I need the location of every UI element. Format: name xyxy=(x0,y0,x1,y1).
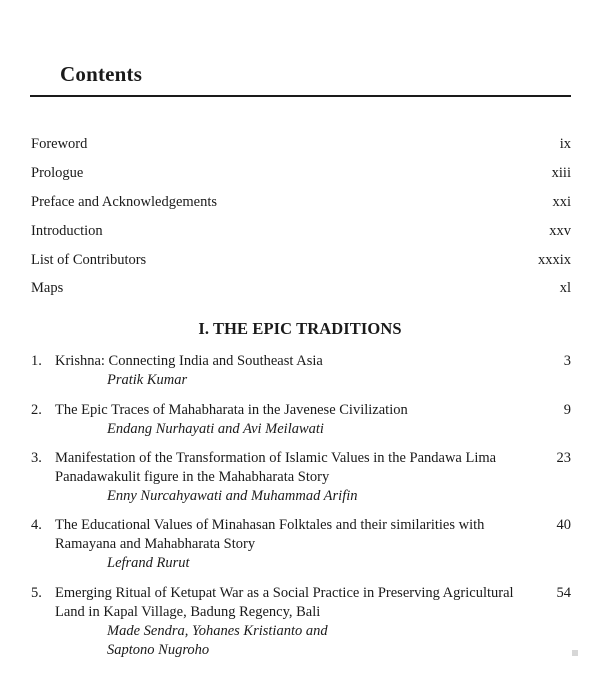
chapter-page: 54 xyxy=(556,585,571,601)
chapter-number: 2. xyxy=(31,402,42,418)
toc-entry-contributors[interactable] xyxy=(31,252,571,269)
toc-chapter-1[interactable] xyxy=(31,352,571,390)
toc-entry-label: Prologue xyxy=(31,165,84,181)
chapter-authors: Enny Nurcahyawati and Muhammad Arifin xyxy=(107,488,358,504)
section-heading: I. THE EPIC TRADITIONS xyxy=(198,319,402,338)
toc-entry-page: xxi xyxy=(552,194,571,210)
chapter-number: 5. xyxy=(31,585,42,601)
chapter-authors: Endang Nurhayati and Avi Meilawati xyxy=(107,421,324,437)
chapter-title: Manifestation of the Transformation of Islamic Values in the Pandawa Lima Panadawakulit figure in the Mahabharata Story xyxy=(55,450,497,485)
chapter-page: 23 xyxy=(556,450,571,466)
chapter-authors: Made Sendra, Yohanes Kristianto and Saptono Nugroho xyxy=(107,623,328,658)
toc-entry-label: Introduction xyxy=(31,223,103,239)
toc-chapter-3[interactable] xyxy=(31,449,571,506)
scan-mark xyxy=(572,650,578,656)
toc-chapter-2[interactable] xyxy=(31,401,571,439)
toc-chapter-4[interactable] xyxy=(31,516,571,573)
chapter-number: 1. xyxy=(31,353,42,369)
toc-entry-prologue[interactable] xyxy=(31,165,571,182)
chapter-title: Krishna: Connecting India and Southeast Asia xyxy=(55,353,323,369)
toc-entry-label: Foreword xyxy=(31,136,88,152)
toc-entry-page: xxxix xyxy=(537,252,571,268)
toc-entry-introduction[interactable] xyxy=(31,223,571,240)
chapter-page: 9 xyxy=(563,402,571,418)
chapter-title: The Epic Traces of Mahabharata in the Javenese Civilization xyxy=(55,402,408,418)
toc-entry-preface[interactable] xyxy=(31,194,571,211)
toc-entry-label: Preface and Acknowledgements xyxy=(31,194,218,210)
toc-entry-label: List of Contributors xyxy=(31,252,147,268)
toc-entry-foreword[interactable] xyxy=(31,136,571,153)
chapter-title: The Educational Values of Minahasan Folktales and their similarities with Ramayana and Mahabharata Story xyxy=(55,517,485,552)
toc-chapter-5[interactable] xyxy=(31,584,571,660)
page-title: Contents xyxy=(60,62,143,86)
chapter-number: 4. xyxy=(31,517,42,533)
toc-entry-label: Maps xyxy=(31,280,64,296)
chapter-authors: Pratik Kumar xyxy=(107,372,188,388)
chapter-title: Emerging Ritual of Ketupat War as a Social Practice in Preserving Agricultural Land in Kapal Village, Badung Regency, Bali xyxy=(55,585,514,620)
toc-entry-page: xl xyxy=(559,280,571,296)
toc-entry-page: ix xyxy=(559,136,571,152)
chapter-number: 3. xyxy=(31,450,42,466)
title-rule xyxy=(30,95,571,97)
toc-entry-page: xiii xyxy=(551,165,571,181)
chapter-page: 3 xyxy=(563,353,571,369)
chapter-authors: Lefrand Rurut xyxy=(107,555,190,571)
toc-entry-page: xxv xyxy=(549,223,571,239)
toc-entry-maps[interactable] xyxy=(31,280,571,297)
chapter-page: 40 xyxy=(556,517,571,533)
